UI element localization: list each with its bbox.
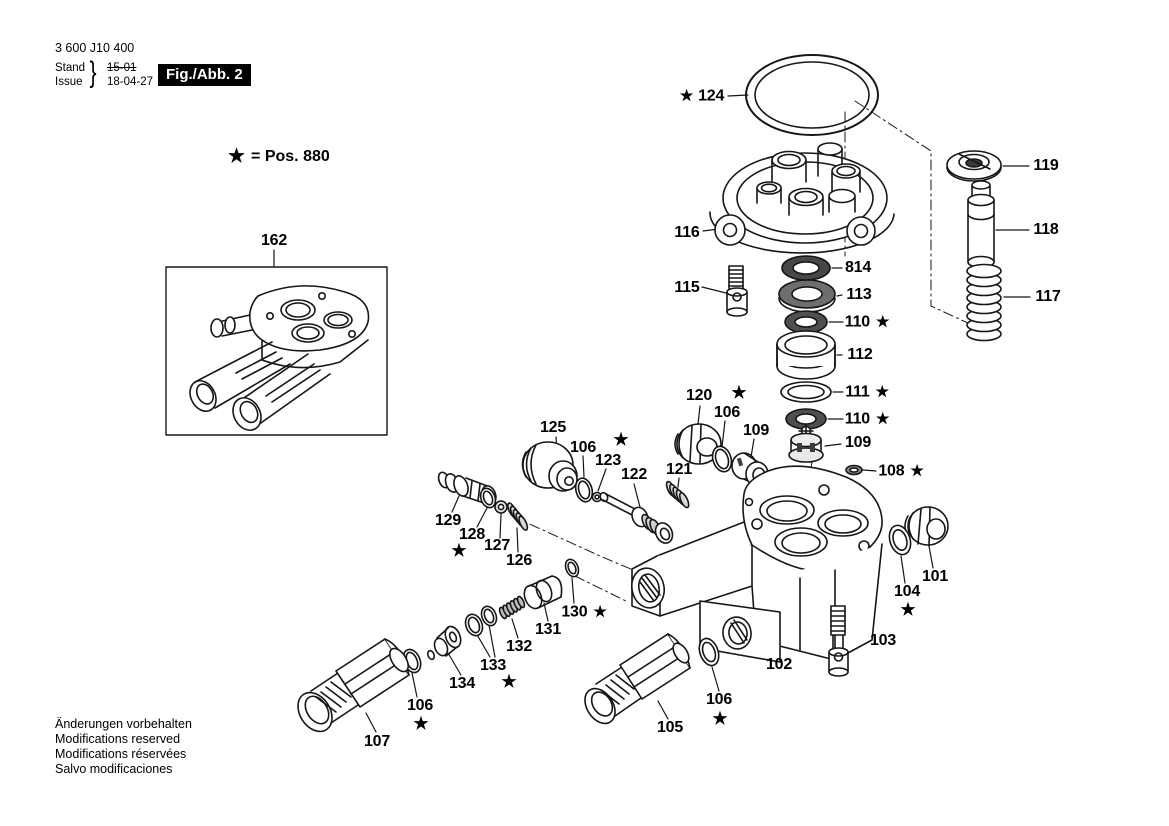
- star-icon: ★: [413, 714, 429, 733]
- part-number-text: 120: [685, 387, 713, 404]
- plug-125: [523, 442, 578, 491]
- part-label-122: [621, 466, 647, 484]
- part-label-129: [435, 512, 461, 530]
- washer-127: [495, 501, 507, 513]
- part-label-120: [686, 387, 712, 405]
- part-number-text: 133: [479, 657, 507, 674]
- part-label-105: [657, 719, 683, 737]
- part-number-text: 134: [448, 675, 476, 692]
- part-number-text: 101: [921, 568, 949, 585]
- fitting-107: [291, 639, 412, 738]
- part-number-text: 125: [539, 419, 567, 436]
- seal-814: [782, 256, 830, 280]
- part-label-814: [845, 259, 871, 277]
- part-number-text: 113: [846, 286, 872, 303]
- part-number-text: 110: [844, 313, 870, 331]
- pin-118: [968, 181, 994, 268]
- o-ring-124: [746, 55, 878, 135]
- part-label-117: [1035, 288, 1060, 306]
- issue-value: 18-04-27: [107, 76, 154, 88]
- seal-110-upper: [785, 311, 827, 333]
- stand-label: Stand: [55, 62, 86, 74]
- part-number-text: 121: [665, 461, 693, 478]
- part-number-text: 102: [765, 656, 793, 673]
- star-icon: ★: [875, 313, 890, 331]
- part-label-125: [540, 419, 566, 437]
- piston-134: [427, 624, 464, 660]
- spring-121: [665, 480, 691, 508]
- part-number-text: 131: [534, 621, 562, 638]
- part-number-text: 106: [406, 697, 434, 714]
- sleeve-112: [777, 331, 835, 379]
- spring-132: [498, 595, 526, 619]
- part-label-118: [1033, 221, 1058, 239]
- part-label-130: [561, 603, 606, 622]
- part-number-text: 128: [458, 526, 486, 543]
- part-number-text: 814: [844, 259, 872, 276]
- part-label-109: [743, 422, 769, 440]
- part-number-text: 162: [260, 232, 288, 249]
- part-label-115: [674, 279, 699, 297]
- part-label-124: [680, 87, 724, 106]
- part-number-text: 105: [656, 719, 684, 736]
- screw-115: [727, 266, 747, 316]
- legend-pos880: [228, 145, 330, 168]
- star-icon: ★: [712, 709, 728, 728]
- star-icon: ★: [613, 430, 629, 449]
- o-ring-130: [563, 557, 581, 578]
- plug-101: [905, 507, 948, 546]
- part-number-text: 109: [844, 434, 872, 451]
- star-icon: ★: [875, 410, 890, 428]
- part-number-text: 116: [674, 224, 700, 241]
- spring-126: [506, 502, 529, 531]
- part-label-134: [449, 675, 475, 693]
- part-label-104: [894, 583, 920, 601]
- part-number-text: 106: [569, 439, 597, 456]
- part-number-text: 126: [505, 552, 533, 569]
- part-number-text: 103: [869, 632, 897, 649]
- part-label-131: [535, 621, 561, 639]
- part-label-109: [845, 434, 871, 452]
- part-label-132: [506, 638, 532, 656]
- part-label-102: [766, 656, 792, 674]
- part-number-text: 129: [434, 512, 462, 529]
- clip-119: [947, 151, 1001, 181]
- part-label-106: [570, 439, 596, 457]
- footer-notices: [55, 717, 192, 777]
- part-number-text: 104: [893, 583, 921, 600]
- part-label-112: [847, 346, 872, 364]
- part-label-126: [506, 552, 532, 570]
- legend-text: = Pos. 880: [251, 148, 330, 165]
- part-label-107: [364, 733, 390, 751]
- part-number-text: 119: [1033, 157, 1059, 174]
- part-label-111: [845, 383, 889, 402]
- part-number-text: 132: [505, 638, 533, 655]
- star-icon: ★: [228, 146, 246, 167]
- o-ring-108: [846, 466, 862, 475]
- part-number-text: 112: [847, 346, 873, 363]
- part-label-101: [922, 568, 948, 586]
- issue-label: Issue: [55, 76, 83, 88]
- cover-116: [710, 143, 894, 253]
- o-ring-111: [781, 382, 831, 402]
- part-number-text: 122: [620, 466, 648, 483]
- seal-113: [779, 280, 835, 312]
- part-label-162: [261, 232, 287, 250]
- piston-131: [521, 576, 562, 611]
- fitting-105: [579, 634, 692, 729]
- part-number-text: 106: [713, 404, 741, 421]
- notice-es: Salvo modificaciones: [55, 762, 173, 776]
- part-label-116: [674, 224, 699, 242]
- part-label-119: [1033, 157, 1058, 175]
- part-number-text: 117: [1035, 288, 1061, 305]
- spring-117: [967, 265, 1001, 341]
- part-label-113: [846, 286, 871, 304]
- part-label-103: [870, 632, 896, 650]
- part-label-110: [845, 313, 889, 332]
- part-number-text: 111: [845, 383, 870, 401]
- part-label-110: [845, 410, 889, 429]
- star-icon: ★: [731, 383, 747, 402]
- stand-value-superseded: 15-01: [107, 62, 137, 74]
- valve-109-right: [789, 425, 823, 462]
- star-icon: ★: [451, 541, 467, 560]
- part-number-text: 106: [705, 691, 733, 708]
- part-number-text: 130: [561, 603, 588, 621]
- star-icon: ★: [679, 87, 694, 105]
- star-icon: ★: [875, 383, 889, 401]
- part-label-106: [714, 404, 740, 422]
- notice-en: Modifications reserved: [55, 732, 181, 746]
- part-number-text: 107: [363, 733, 391, 750]
- part-number-text: 118: [1033, 221, 1059, 238]
- part-label-108: [878, 462, 923, 481]
- part-label-121: [666, 461, 692, 479]
- o-rings-133: [462, 604, 499, 638]
- brace-glyph: }: [89, 56, 97, 89]
- notice-fr: Modifications réservées: [55, 747, 187, 761]
- notice-de: Änderungen vorbehalten: [55, 717, 192, 731]
- valve-stem-122: [599, 491, 676, 545]
- star-icon: ★: [501, 672, 517, 691]
- part-number-text: 108: [878, 462, 905, 480]
- part-label-106: [407, 697, 433, 715]
- part-number-text: 115: [674, 279, 700, 296]
- figure-badge: Fig./Abb. 2: [158, 64, 251, 86]
- part-number-text: 127: [483, 537, 511, 554]
- star-icon: ★: [593, 603, 607, 621]
- part-number-text: 123: [594, 452, 622, 469]
- star-icon: ★: [900, 600, 916, 619]
- type-number: 3 600 J10 400: [55, 41, 135, 55]
- inset-assembly-162: [166, 267, 387, 435]
- part-number-text: 110: [844, 410, 870, 428]
- part-label-123: [595, 452, 621, 470]
- star-icon: ★: [910, 462, 924, 480]
- part-number-text: 109: [742, 422, 770, 439]
- part-label-106: [706, 691, 732, 709]
- part-number-text: 124: [698, 87, 725, 105]
